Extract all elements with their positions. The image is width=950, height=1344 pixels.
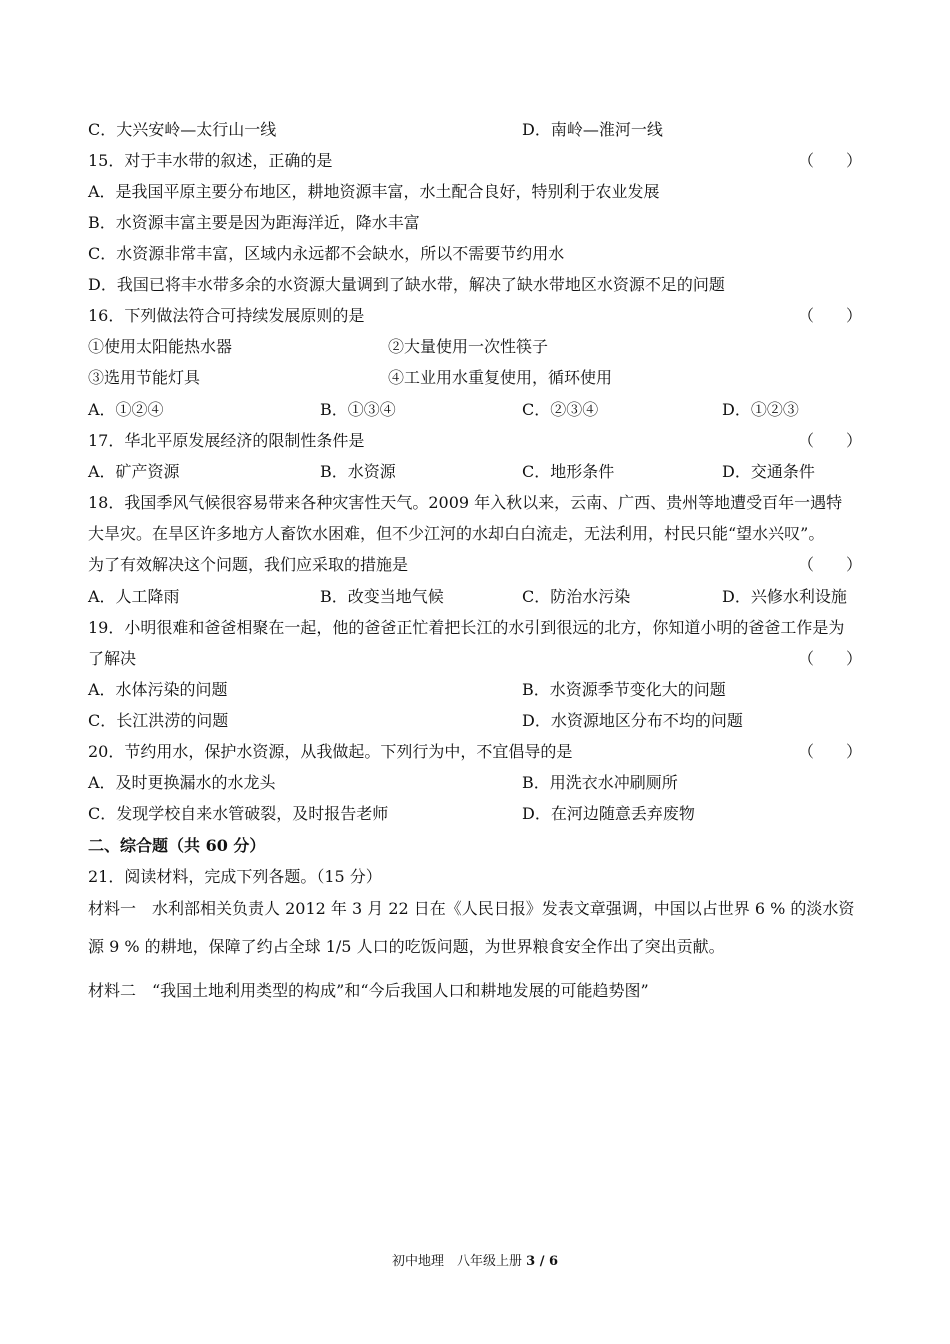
q18-option-c: C．防治水污染 — [522, 587, 631, 606]
q18-stem-line-2: 大旱灾。在旱区许多地方人畜饮水困难，但不少江河的水却白白流走，无法利用，村民只能“望水兴叹”。 — [88, 524, 825, 543]
q19-option-c: C．长江洪涝的问题 — [88, 711, 229, 730]
q15-answer-blank: （ ） — [798, 151, 863, 170]
q18-stem-line-3: 为了有效解决这个问题，我们应采取的措施是 — [88, 555, 409, 574]
q16-option-b: B．①③④ — [320, 400, 396, 419]
q16-option-c: C．②③④ — [522, 400, 599, 419]
q18-option-b: B．改变当地气候 — [320, 587, 444, 606]
q16-stem: 16．下列做法符合可持续发展原则的是 — [88, 306, 365, 325]
q21-material-2: 材料二 “我国土地利用类型的构成”和“今后我国人口和耕地发展的可能趋势图” — [88, 981, 649, 1000]
q18-stem-line-1: 18．我国季风气候很容易带来各种灾害性天气。2009 年入秋以来，云南、广西、贵州等地遭受百年一遇特 — [88, 493, 843, 512]
q19-answer-blank: （ ） — [798, 649, 863, 668]
q16-option-d: D．①②③ — [722, 400, 799, 419]
q17-option-c: C．地形条件 — [522, 462, 615, 481]
q20-stem: 20．节约用水，保护水资源，从我做起。下列行为中，不宜倡导的是 — [88, 742, 573, 761]
q15-option-c: C．水资源非常丰富，区域内永远都不会缺水，所以不需要节约用水 — [88, 244, 565, 263]
q20-option-a: A．及时更换漏水的水龙头 — [88, 773, 276, 792]
q15-option-a: A．是我国平原主要分布地区，耕地资源丰富，水土配合良好，特别利于农业发展 — [88, 182, 660, 201]
section-2-heading: 二、综合题（共 60 分） — [88, 836, 266, 855]
q16-item-2: ②大量使用一次性筷子 — [388, 337, 549, 356]
q17-option-b: B．水资源 — [320, 462, 396, 481]
q21-material-1-line-2: 源 9 % 的耕地，保障了约占全球 1/5 人口的吃饭问题，为世界粮食安全作出了突出贡献。 — [88, 937, 725, 956]
q16-answer-blank: （ ） — [798, 306, 863, 325]
q21-material-1-line-1: 材料一 水利部相关负责人 2012 年 3 月 22 日在《人民日报》发表文章强调，中国以占世界 6 % 的淡水资 — [88, 899, 855, 918]
q20-option-c: C．发现学校自来水管破裂，及时报告老师 — [88, 804, 389, 823]
footer-course-label: 初中地理 八年级上册 — [391, 1254, 527, 1269]
q19-option-a: A．水体污染的问题 — [88, 680, 228, 699]
q15-stem: 15．对于丰水带的叙述，正确的是 — [88, 151, 333, 170]
q17-stem: 17．华北平原发展经济的限制性条件是 — [88, 431, 365, 450]
q16-item-4: ④工业用水重复使用，循环使用 — [388, 368, 613, 387]
q21-stem: 21．阅读材料，完成下列各题。（15 分） — [88, 867, 382, 886]
q17-option-a: A．矿产资源 — [88, 462, 180, 481]
q20-option-b: B．用洗衣水冲刷厕所 — [522, 773, 678, 792]
q14-option-d: D．南岭—淮河一线 — [522, 120, 663, 139]
q17-option-d: D．交通条件 — [722, 462, 815, 481]
q16-option-a: A．①②④ — [88, 400, 164, 419]
q16-item-3: ③选用节能灯具 — [88, 368, 201, 387]
q17-answer-blank: （ ） — [798, 431, 863, 450]
q16-item-1: ①使用太阳能热水器 — [88, 337, 233, 356]
q20-answer-blank: （ ） — [798, 742, 863, 761]
q20-option-d: D．在河边随意丢弃废物 — [522, 804, 695, 823]
q19-option-b: B．水资源季节变化大的问题 — [522, 680, 726, 699]
q15-option-b: B．水资源丰富主要是因为距海洋近，降水丰富 — [88, 213, 420, 232]
q19-option-d: D．水资源地区分布不均的问题 — [522, 711, 743, 730]
q15-option-d: D．我国已将丰水带多余的水资源大量调到了缺水带，解决了缺水带地区水资源不足的问题 — [88, 275, 725, 294]
footer-page-number: 3 / 6 — [526, 1254, 559, 1269]
q18-option-a: A．人工降雨 — [88, 587, 180, 606]
q14-option-c: C．大兴安岭—太行山一线 — [88, 120, 277, 139]
q18-answer-blank: （ ） — [798, 555, 863, 574]
page-footer — [0, 1253, 950, 1271]
q19-stem-line-2: 了解决 — [88, 649, 137, 668]
q19-stem-line-1: 19．小明很难和爸爸相聚在一起，他的爸爸正忙着把长江的水引到很远的北方，你知道小明的爸爸工作是为 — [88, 618, 845, 637]
q18-option-d: D．兴修水利设施 — [722, 587, 847, 606]
